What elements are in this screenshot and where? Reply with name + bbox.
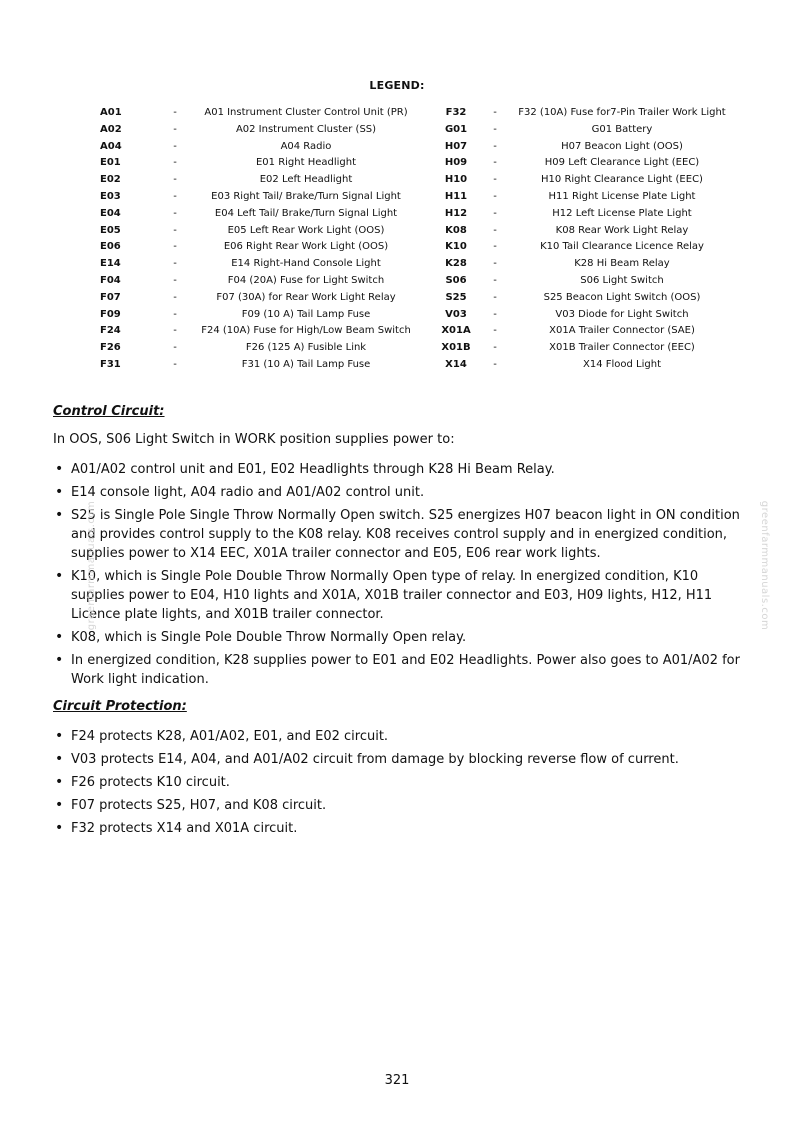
legend-dash: -	[493, 325, 497, 337]
list-item	[53, 567, 743, 624]
legend-code: F31	[100, 358, 121, 370]
legend-description: F07 (30A) for Rear Work Light Relay	[216, 291, 396, 303]
legend-description: X14 Flood Light	[582, 358, 661, 370]
bullet-icon: •	[55, 774, 64, 790]
legend-row	[94, 189, 740, 206]
bullet-icon: •	[55, 820, 64, 836]
list-item-text: E14 console light, A04 radio and A01/A02 control unit.	[71, 485, 425, 500]
legend-description: X01B Trailer Connector (EEC)	[549, 342, 695, 354]
page-number: 321	[384, 1073, 410, 1088]
legend-code: X01A	[441, 325, 471, 337]
list-item	[53, 727, 743, 746]
legend-description: F04 (20A) Fuse for Light Switch	[227, 274, 385, 286]
legend-row	[94, 105, 740, 122]
legend-dash: -	[493, 207, 497, 219]
legend-code: K08	[445, 224, 467, 236]
legend-dash: -	[173, 157, 177, 169]
legend-row	[94, 340, 740, 357]
legend-code: F24	[100, 325, 121, 337]
legend-description: E14 Right-Hand Console Light	[231, 258, 381, 270]
legend-dash: -	[173, 358, 177, 370]
list-item-text: F32 protects X14 and X01A circuit.	[71, 821, 298, 836]
legend-description: H12 Left License Plate Light	[552, 207, 692, 219]
legend-code: S25	[445, 291, 467, 303]
legend-description: H09 Left Clearance Light (EEC)	[544, 157, 700, 169]
legend-description: F24 (10A) Fuse for High/Low Beam Switch	[201, 325, 411, 337]
list-item	[53, 460, 743, 479]
legend-code: X14	[445, 358, 467, 370]
legend-dash: -	[493, 224, 497, 236]
legend-dash: -	[173, 241, 177, 253]
control-circuit-intro: In OOS, S06 Light Switch in WORK position supplies power to:	[53, 432, 455, 447]
legend-description: H07 Beacon Light (OOS)	[561, 140, 683, 152]
legend-code: H07	[444, 140, 468, 152]
legend-dash: -	[493, 123, 497, 135]
legend-code: X01B	[441, 342, 471, 354]
legend-dash: -	[493, 174, 497, 186]
legend-code: K10	[445, 241, 467, 253]
legend-dash: -	[173, 190, 177, 202]
legend-code: F32	[445, 107, 467, 118]
legend-dash: -	[173, 123, 177, 135]
control-circuit-heading: Control Circuit:	[53, 404, 165, 419]
legend-description: E04 Left Tail/ Brake/Turn Signal Light	[214, 207, 398, 219]
list-item-text: K08, which is Single Pole Double Throw Normally Open relay.	[71, 630, 467, 645]
list-item	[53, 773, 743, 792]
legend-dash: -	[493, 140, 497, 152]
bullet-icon: •	[55, 728, 64, 744]
legend-dash: -	[493, 190, 497, 202]
legend-code: H10	[444, 174, 468, 186]
legend-dash: -	[493, 274, 497, 286]
legend-description: F31 (10 A) Tail Lamp Fuse	[241, 358, 371, 370]
legend-description: E03 Right Tail/ Brake/Turn Signal Light	[211, 190, 401, 202]
legend-code: E01	[100, 157, 121, 169]
legend-description: F26 (125 A) Fusible Link	[245, 342, 367, 354]
legend-code: V03	[445, 308, 467, 320]
legend-dash: -	[493, 291, 497, 303]
legend-title: LEGEND:	[369, 79, 425, 92]
legend-code: E14	[100, 258, 121, 270]
legend-row	[94, 357, 740, 374]
legend-dash: -	[493, 358, 497, 370]
legend-description: S06 Light Switch	[580, 274, 664, 286]
list-item-text: F26 protects K10 circuit.	[71, 775, 230, 790]
legend-dash: -	[173, 291, 177, 303]
legend-description: A01 Instrument Cluster Control Unit (PR)	[204, 107, 408, 118]
legend-row	[94, 172, 740, 189]
list-item-text: S25 is Single Pole Single Throw Normally Open switch. S25 energizes H07 beacon light in ON condition and provides control supply to the K08 relay. K08 receives control supply and in energized condition, supplies power to X14 EEC, X01A trailer connector and E05, E06 rear work lights.	[71, 508, 740, 561]
list-item-text: F07 protects S25, H07, and K08 circuit.	[71, 798, 327, 813]
legend-code: H12	[444, 207, 468, 219]
legend-description: A02 Instrument Cluster (SS)	[235, 123, 377, 135]
legend-row	[94, 223, 740, 240]
legend-row	[94, 290, 740, 307]
legend-description: E01 Right Headlight	[255, 157, 357, 169]
legend-dash: -	[173, 258, 177, 270]
legend-code: A04	[100, 140, 122, 152]
circuit-protection-list	[53, 727, 743, 842]
legend-description: K10 Tail Clearance Licence Relay	[540, 241, 704, 253]
list-item-text: In energized condition, K28 supplies power to E01 and E02 Headlights. Power also goes to A01/A02 for Work light indication.	[71, 653, 740, 687]
list-item	[53, 506, 743, 563]
legend-row	[94, 256, 740, 273]
legend-description: A04 Radio	[280, 140, 332, 152]
legend-dash: -	[493, 241, 497, 253]
bullet-icon: •	[55, 507, 64, 523]
list-item-text: A01/A02 control unit and E01, E02 Headlights through K28 Hi Beam Relay.	[71, 462, 555, 477]
legend-row	[94, 139, 740, 156]
legend-code: S06	[445, 274, 467, 286]
legend-code: A01	[100, 107, 122, 118]
legend-description: H10 Right Clearance Light (EEC)	[541, 174, 703, 186]
list-item	[53, 651, 743, 689]
legend-description: E02 Left Headlight	[259, 174, 353, 186]
watermark-right: greenfarmmanuals.com	[759, 500, 771, 631]
list-item	[53, 750, 743, 769]
legend-code: H11	[444, 190, 468, 202]
legend-description: H11 Right License Plate Light	[548, 190, 696, 202]
legend-code: E02	[100, 174, 121, 186]
list-item-text: K10, which is Single Pole Double Throw Normally Open type of relay. In energized condition, K10 supplies power to E04, H10 lights and X01A, X01B trailer connector and E03, H09 lights, H12, H11 Licence plate lights, and X01B trailer connector.	[71, 569, 713, 622]
list-item	[53, 796, 743, 815]
legend-description: F32 (10A) Fuse for7-Pin Trailer Work Light	[518, 107, 726, 118]
legend-row	[94, 206, 740, 223]
legend-code: F09	[100, 308, 121, 320]
legend-row	[94, 239, 740, 256]
legend-description: E05 Left Rear Work Light (OOS)	[227, 224, 385, 236]
legend-code: E05	[100, 224, 121, 236]
bullet-icon: •	[55, 484, 64, 500]
legend-description: K08 Rear Work Light Relay	[555, 224, 689, 236]
legend-code: A02	[100, 123, 122, 135]
bullet-icon: •	[55, 461, 64, 477]
legend-code: E04	[100, 207, 121, 219]
list-item	[53, 819, 743, 838]
legend-code: H09	[444, 157, 468, 169]
legend-dash: -	[173, 174, 177, 186]
legend-description: V03 Diode for Light Switch	[555, 308, 689, 320]
list-item	[53, 483, 743, 502]
list-item-text: F24 protects K28, A01/A02, E01, and E02 circuit.	[71, 729, 389, 744]
legend-row	[94, 323, 740, 340]
legend-dash: -	[173, 107, 177, 118]
legend-dash: -	[493, 157, 497, 169]
legend-description: E06 Right Rear Work Light (OOS)	[223, 241, 389, 253]
legend-description: F09 (10 A) Tail Lamp Fuse	[241, 308, 371, 320]
legend-dash: -	[493, 107, 497, 118]
legend-code: F26	[100, 342, 121, 354]
legend-code: F04	[100, 274, 121, 286]
bullet-icon: •	[55, 629, 64, 645]
legend-row	[94, 155, 740, 172]
bullet-icon: •	[55, 568, 64, 584]
legend-dash: -	[173, 308, 177, 320]
legend-row	[94, 307, 740, 324]
legend-row	[94, 273, 740, 290]
legend-dash: -	[493, 308, 497, 320]
list-item-text: V03 protects E14, A04, and A01/A02 circuit from damage by blocking reverse flow of current.	[71, 752, 679, 767]
legend-code: E06	[100, 241, 121, 253]
watermark-left: greenfarmmanuals.com	[86, 500, 98, 631]
legend-code: G01	[444, 123, 468, 135]
legend-row	[94, 122, 740, 139]
legend-dash: -	[493, 342, 497, 354]
legend-description: K28 Hi Beam Relay	[574, 258, 670, 270]
legend-dash: -	[173, 207, 177, 219]
legend-code: F07	[100, 291, 121, 303]
legend-dash: -	[173, 325, 177, 337]
legend-description: X01A Trailer Connector (SAE)	[549, 325, 695, 337]
bullet-icon: •	[55, 652, 64, 668]
legend-dash: -	[173, 274, 177, 286]
control-circuit-list	[53, 460, 743, 693]
legend-description: S25 Beacon Light Switch (OOS)	[543, 291, 701, 303]
legend-dash: -	[493, 258, 497, 270]
legend-table	[94, 105, 740, 374]
bullet-icon: •	[55, 797, 64, 813]
circuit-protection-heading: Circuit Protection:	[53, 699, 187, 714]
legend-code: E03	[100, 190, 121, 202]
list-item	[53, 628, 743, 647]
legend-dash: -	[173, 140, 177, 152]
legend-code: K28	[445, 258, 467, 270]
bullet-icon: •	[55, 751, 64, 767]
legend-description: G01 Battery	[591, 123, 653, 135]
legend-dash: -	[173, 342, 177, 354]
legend-dash: -	[173, 224, 177, 236]
